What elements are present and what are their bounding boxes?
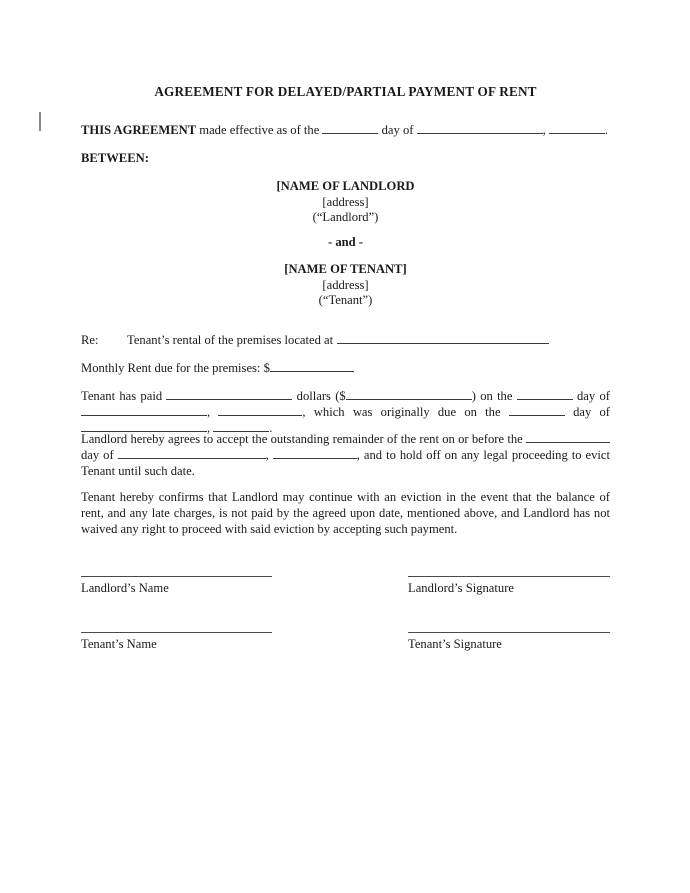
blank-deadline-month[interactable] xyxy=(118,448,266,459)
revision-change-bar xyxy=(39,112,41,131)
tenant-signature-label: Tenant’s Signature xyxy=(408,637,502,651)
tenant-name-label: Tenant’s Name xyxy=(81,637,157,651)
blank-effective-day[interactable] xyxy=(322,123,378,134)
paid-clause-text-2: dollars ($ xyxy=(292,389,346,403)
agrees-clause-paragraph xyxy=(81,431,610,480)
landlord-signature-label: Landlord’s Signature xyxy=(408,581,514,595)
paid-clause-text-5: , xyxy=(207,405,219,420)
landlord-name-label: Landlord’s Name xyxy=(81,581,169,595)
agreement-intro-text-a: made effective as of the xyxy=(196,123,323,137)
between-label xyxy=(81,150,610,166)
paid-clause-text-3: ) on the xyxy=(471,389,517,403)
blank-paid-month[interactable] xyxy=(81,405,207,416)
page-title: AGREEMENT FOR DELAYED/PARTIAL PAYMENT OF RENT xyxy=(154,84,537,99)
agrees-clause-text-4: , and to hold off on any legal proceeding to evict Tenant until such date. xyxy=(81,448,611,479)
blank-monthly-rent-amount[interactable] xyxy=(270,361,354,372)
monthly-rent-text: Monthly Rent due for the premises: $ xyxy=(81,361,270,375)
between-label-text: BETWEEN: xyxy=(81,151,149,165)
landlord-signature-rule[interactable] xyxy=(408,576,610,577)
signature-row-tenant xyxy=(81,632,610,678)
landlord-party-block xyxy=(81,179,610,226)
agreement-intro-text-d: . xyxy=(604,123,609,137)
paid-clause-text-7: day of xyxy=(564,405,610,420)
agreement-intro-text-c: , xyxy=(542,123,549,137)
signature-block xyxy=(81,576,610,678)
confirm-clause-paragraph xyxy=(81,489,610,538)
paid-clause-paragraph xyxy=(81,388,610,437)
tenant-signature-rule[interactable] xyxy=(408,632,610,633)
blank-amount-figures[interactable] xyxy=(346,389,472,400)
party-conjunction-text: - and - xyxy=(328,235,363,249)
landlord-name-rule[interactable] xyxy=(81,576,272,577)
landlord-address: [address] xyxy=(322,194,369,209)
paid-clause-text-1: Tenant has paid xyxy=(81,389,167,403)
tenant-name: [NAME OF TENANT] xyxy=(284,262,407,276)
paid-clause-text-8: , xyxy=(207,421,214,436)
agreement-intro-text-b: day of xyxy=(378,123,417,137)
blank-deadline-day[interactable] xyxy=(526,432,610,443)
landlord-defined-term: (“Landlord”) xyxy=(312,210,379,225)
blank-effective-year[interactable] xyxy=(549,123,605,134)
blank-amount-words[interactable] xyxy=(166,389,292,400)
signature-row-landlord xyxy=(81,576,610,622)
monthly-rent-line xyxy=(81,360,610,376)
confirm-clause-text: Tenant hereby confirms that Landlord may continue with an eviction in the event that the balance of rent, and any late charges, is not paid by the agreed upon date, mentioned above, and Landlord has not waived any right to proceed with said eviction by accepting such payment. xyxy=(81,490,610,537)
paid-clause-text-4: day of xyxy=(572,389,610,403)
re-line xyxy=(81,332,610,348)
agrees-clause-text-1: Landlord hereby agrees to accept the outstanding remainder of the rent on or before the xyxy=(81,432,526,446)
landlord-name: [NAME OF LANDLORD xyxy=(276,179,415,193)
re-label: Re: xyxy=(81,333,99,347)
tenant-name-rule[interactable] xyxy=(81,632,272,633)
re-text: Tenant’s rental of the premises located at xyxy=(127,333,334,347)
blank-premises-address[interactable] xyxy=(337,333,549,344)
blank-effective-month[interactable] xyxy=(417,123,543,134)
blank-due-day[interactable] xyxy=(509,405,565,416)
tenant-address: [address] xyxy=(322,277,369,292)
tenant-defined-term: (“Tenant”) xyxy=(318,293,373,308)
agreement-intro-line xyxy=(81,122,610,138)
agreement-intro-lead: THIS AGREEMENT xyxy=(81,123,197,137)
tenant-party-block xyxy=(81,262,610,309)
party-conjunction xyxy=(81,235,610,251)
agrees-clause-text-2: day of xyxy=(81,448,118,463)
agrees-clause-text-3: , xyxy=(265,448,273,463)
blank-paid-day[interactable] xyxy=(517,389,573,400)
paid-clause-text-6: , which was originally due on the xyxy=(302,405,509,420)
paid-clause-text-9: . xyxy=(269,421,273,436)
blank-paid-year[interactable] xyxy=(218,405,302,416)
blank-deadline-year[interactable] xyxy=(273,448,357,459)
